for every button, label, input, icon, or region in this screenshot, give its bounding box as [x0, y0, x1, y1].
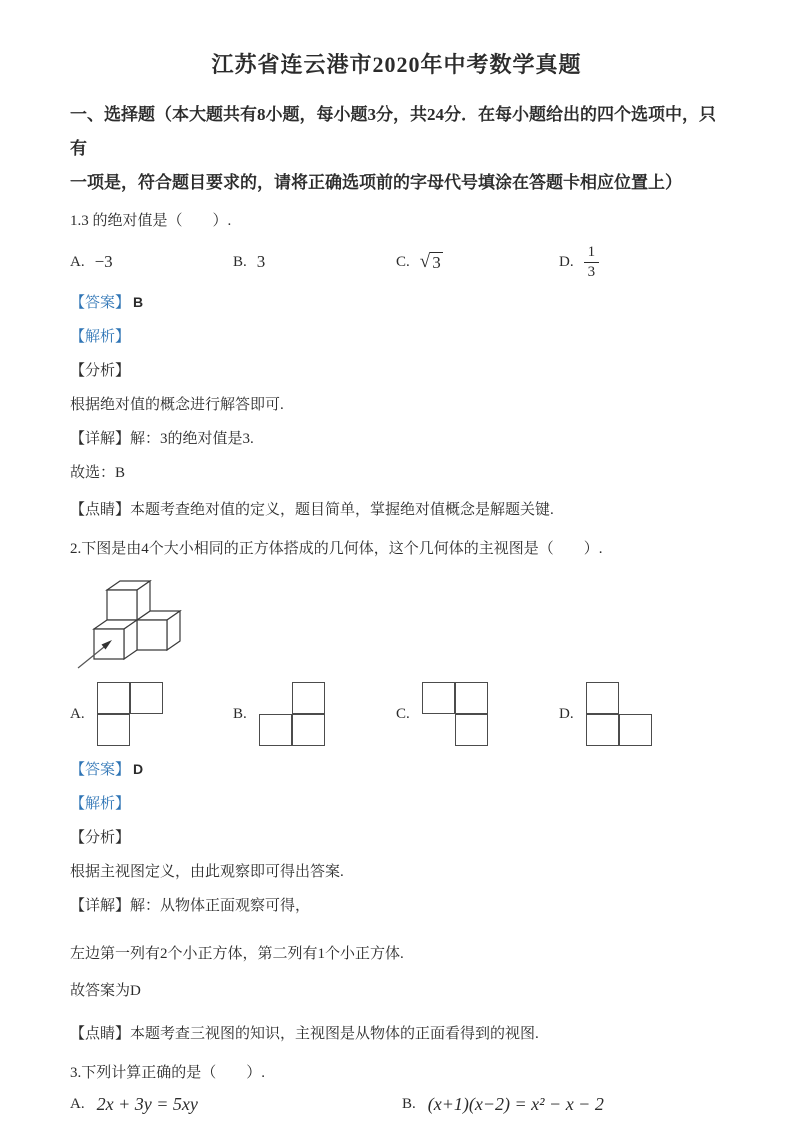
q2-fenxi-line: 【分析】	[70, 830, 131, 846]
q1-option-a-value: −3	[94, 252, 113, 271]
q2-analysis-text: 根据主视图定义，由此观察即可得出答案.	[70, 864, 344, 880]
grid-square	[292, 714, 325, 746]
fraction-denominator: 3	[587, 263, 596, 280]
radical-sign: √	[419, 251, 431, 272]
q1-option-c-value-sqrt3: √ 3	[419, 251, 441, 272]
q1-option-a-label: A.	[70, 253, 85, 270]
q1-option-c	[396, 252, 559, 272]
q1-fenxi-line: 【分析】	[70, 363, 131, 379]
grid-empty	[619, 682, 652, 714]
grid-square	[586, 714, 619, 746]
q2-answer-letter: D	[133, 761, 144, 777]
cube-figure	[74, 566, 723, 675]
question-1-stem: 1.3 的绝对值是（ ）.	[70, 213, 232, 229]
q1-option-d-value-fraction	[584, 244, 600, 281]
q2-option-b-label: B.	[233, 705, 247, 722]
q1-option-c-label: C.	[396, 253, 410, 270]
grid-empty	[130, 714, 163, 746]
section-header-line2: 一项是，符合题目要求的，请将正确选项前的字母代号填涂在答题卡相应位置上）	[70, 173, 682, 192]
q1-note-text: 【点睛】本题考查绝对值的定义，题目简单，掌握绝对值概念是解题关键.	[70, 502, 554, 518]
q3-option-a-label: A.	[70, 1096, 85, 1112]
grid-square	[619, 714, 652, 746]
answer-tag: 【答案】	[70, 295, 131, 311]
q2-jiexi-line	[70, 794, 723, 814]
q2-option-c-shape	[422, 682, 488, 746]
q2-option-c	[396, 682, 559, 746]
question-2-stem: 2.下图是由4个大小相同的正方体搭成的几何体，这个几何体的主视图是（ ）.	[70, 541, 603, 557]
grid-empty	[259, 682, 292, 714]
jiexi-tag: 【解析】	[70, 329, 131, 345]
q1-answer-line	[70, 292, 723, 313]
q2-note-text: 【点睛】本题考查三视图的知识，主视图是从物体的正面看得到的视图.	[70, 1026, 539, 1042]
section-header	[70, 98, 723, 200]
q2-option-b-shape	[259, 682, 325, 746]
q3-option-b-value: (x+1)(x−2) = x² − x − 2	[427, 1094, 604, 1114]
isometric-cubes-drawing	[74, 566, 186, 670]
q1-option-b-value: 3	[256, 252, 266, 271]
q2-option-a-label: A.	[70, 705, 85, 722]
section-header-line1: 一、选择题（本大题共有8小题，每小题3分，共24分．在每小题给出的四个选项中，只有	[70, 105, 716, 158]
q1-detail-text: 【详解】解：3的绝对值是3.	[70, 431, 254, 447]
grid-square	[130, 682, 163, 714]
q3-option-a	[70, 1094, 402, 1115]
q1-conclusion-text: 故选：B	[70, 465, 126, 481]
q1-jiexi-line	[70, 327, 723, 347]
grid-square	[455, 714, 488, 746]
question-1-options	[70, 238, 723, 286]
fraction-numerator: 1	[584, 244, 600, 263]
q1-analysis-text: 根据绝对值的概念进行解答即可.	[70, 397, 284, 413]
answer-tag: 【答案】	[70, 762, 131, 778]
q2-option-b	[233, 682, 396, 746]
q1-option-a	[70, 252, 233, 272]
q1-option-d-label: D.	[559, 253, 574, 270]
grid-square	[97, 682, 130, 714]
q1-option-b-label: B.	[233, 253, 247, 270]
question-3-options	[70, 1094, 723, 1115]
grid-square	[455, 682, 488, 714]
q2-option-a	[70, 682, 233, 746]
q2-detail-text-2: 左边第一列有2个小正方体，第二列有1个小正方体.	[70, 946, 404, 962]
grid-empty	[422, 714, 455, 746]
question-3-stem: 3.下列计算正确的是（ ）.	[70, 1065, 266, 1081]
grid-square	[97, 714, 130, 746]
q3-option-b-label: B.	[402, 1096, 416, 1112]
jiexi-tag: 【解析】	[70, 796, 131, 812]
q2-answer-line	[70, 759, 723, 780]
grid-square	[422, 682, 455, 714]
question-2-options	[70, 679, 723, 749]
q2-conclusion-text: 故答案为D	[70, 983, 141, 999]
q1-answer-letter: B	[133, 294, 144, 310]
q2-option-a-shape	[97, 682, 163, 746]
q3-option-a-value: 2x + 3y = 5xy	[96, 1094, 198, 1114]
page-title: 江苏省连云港市2020年中考数学真题	[211, 52, 582, 77]
q2-option-d-shape	[586, 682, 652, 746]
q1-option-d	[559, 244, 599, 281]
q2-option-c-label: C.	[396, 705, 410, 722]
q3-option-b	[402, 1094, 604, 1115]
grid-square	[586, 682, 619, 714]
q2-option-d	[559, 682, 652, 746]
q1-option-b	[233, 252, 396, 272]
grid-square	[259, 714, 292, 746]
q2-detail-text-1: 【详解】解：从物体正面观察可得，	[70, 898, 311, 914]
q2-option-d-label: D.	[559, 705, 574, 722]
grid-square	[292, 682, 325, 714]
